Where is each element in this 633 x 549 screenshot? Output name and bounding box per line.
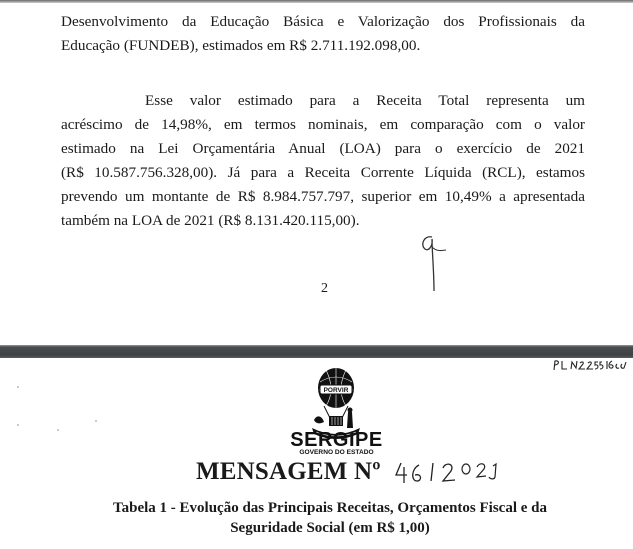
text-line: estimado na Lei Orçamentária Anual (LOA) para o exercício de 2021 — [61, 140, 585, 157]
text-line: acréscimo de 14,98%, em termos nominais, em comparação com o valor — [61, 116, 585, 133]
text-line: Educação (FUNDEB), estimados em R$ 2.711.192.098,00. — [61, 37, 421, 54]
handwritten-initial — [412, 231, 462, 299]
page-number: 2 — [321, 281, 328, 296]
text-line: Desenvolvimento da Educação Básica e Valorização dos Profissionais da — [61, 13, 585, 30]
handwritten-message-number — [393, 459, 523, 485]
text-line: (R$ 10.587.756.328,00). Já para a Receita Corrente Líquida (RCL), estamos — [61, 164, 585, 181]
document-page-2 — [0, 3, 633, 345]
scan-speck — [17, 424, 19, 426]
logo-state-name: SERGIPE — [290, 429, 383, 451]
scan-speck — [95, 420, 97, 422]
scan-speck — [17, 386, 19, 388]
paragraph-fundeb — [61, 10, 585, 58]
table-title — [90, 498, 570, 538]
page-separator-bar — [0, 345, 633, 358]
text-line: também na LOA de 2021 (R$ 8.131.420.115,00). — [61, 212, 360, 229]
scan-speck — [57, 429, 59, 431]
handwritten-reference — [550, 358, 633, 372]
message-label: MENSAGEM Nº — [196, 458, 381, 485]
document-page-3 — [0, 358, 633, 549]
table-title-line: Tabela 1 - Evolução das Principais Receitas, Orçamentos Fiscal e da — [112, 500, 547, 516]
logo-banner-text: PORVIR — [323, 387, 349, 395]
paragraph-receita-total — [61, 89, 585, 233]
text-line: prevendo um montante de R$ 8.984.757.797, superior em 10,49% a apresentada — [61, 188, 585, 205]
logo-subtitle: GOVERNO DO ESTADO — [299, 449, 374, 456]
table-title-line: Seguridade Social (em R$ 1,00) — [230, 520, 430, 536]
text-line: Esse valor estimado para a Receita Total representa um — [145, 92, 585, 109]
